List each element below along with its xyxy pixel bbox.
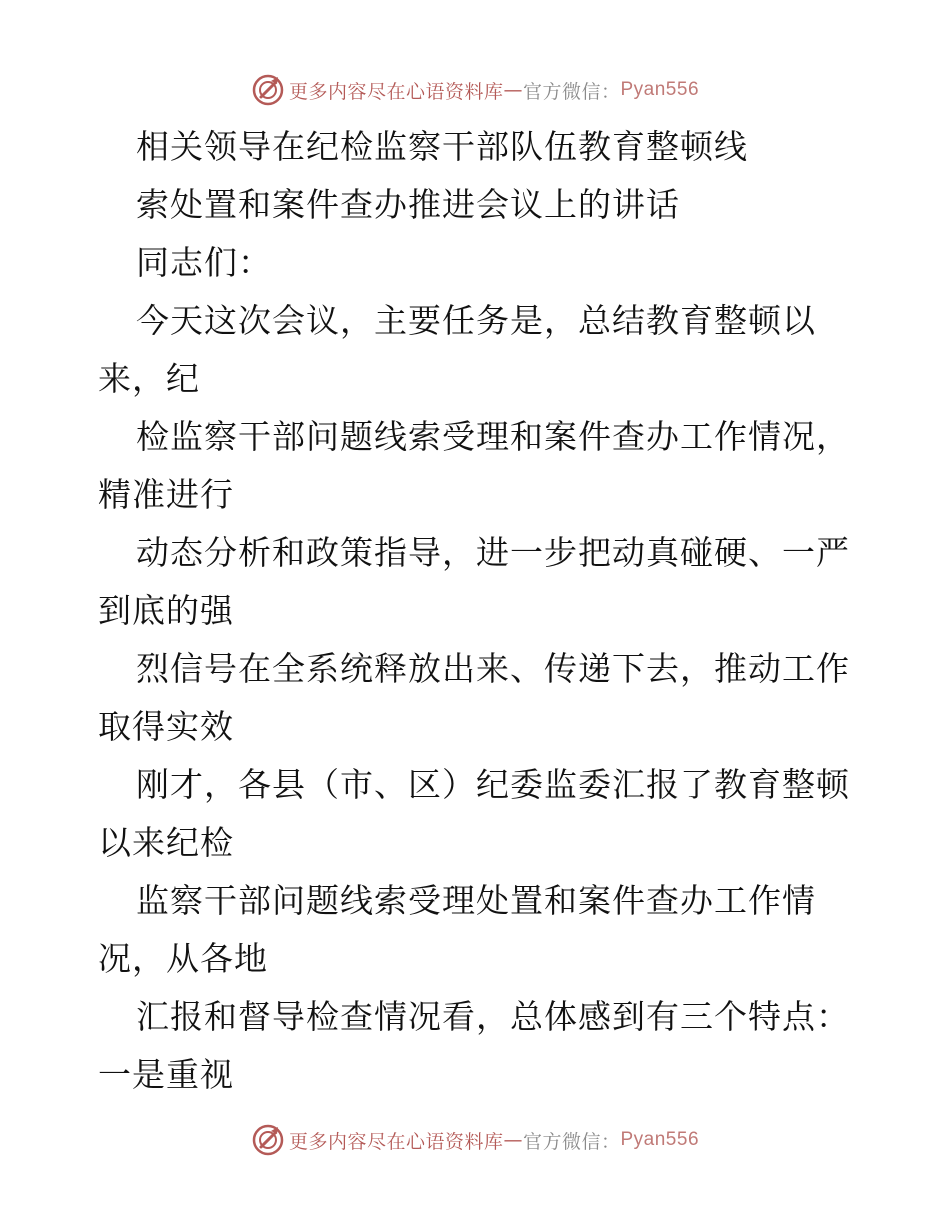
salutation: 同志们： (136, 243, 272, 282)
watermark-wechat-label: 官方微信： (522, 1130, 621, 1153)
watermark-wechat-id: Pyan556 (620, 79, 700, 100)
paragraph-line: 一是重视 (98, 1055, 234, 1094)
title-line-1: 相关领导在纪检监察干部队伍教育整顿线 (136, 127, 748, 166)
paragraph-line: 检监察干部问题线索受理和案件查办工作情况， (136, 417, 850, 456)
watermark-main-text: 更多内容尽在心语资料库 (288, 80, 504, 103)
paragraph-line: 到底的强 (98, 591, 234, 630)
paragraph-line: 监察干部问题线索受理处置和案件查办工作情 (136, 881, 816, 920)
watermark-dash: — (503, 1129, 523, 1151)
seal-logo-icon (251, 73, 285, 107)
watermark-wechat-label: 官方微信： (522, 80, 621, 103)
title-line-2: 索处置和案件查办推进会议上的讲话 (136, 185, 680, 224)
watermark-wechat-id: Pyan556 (620, 1129, 700, 1150)
paragraph-line: 汇报和督导检查情况看，总体感到有三个特点： (136, 997, 850, 1036)
watermark-main-text: 更多内容尽在心语资料库 (288, 1130, 504, 1153)
paragraph-line: 动态分析和政策指导，进一步把动真碰硬、一严 (136, 533, 850, 572)
paragraph-line: 烈信号在全系统释放出来、传递下去，推动工作 (136, 649, 850, 688)
document-body (0, 118, 950, 1104)
paragraph-line: 以来纪检 (98, 823, 234, 862)
paragraph-line: 况，从各地 (98, 939, 268, 978)
header-watermark (0, 70, 950, 110)
paragraph-line: 今天这次会议，主要任务是，总结教育整顿以 (136, 301, 816, 340)
seal-logo-icon (251, 1123, 285, 1157)
paragraph-line: 取得实效 (98, 707, 234, 746)
paragraph-line: 刚才，各县（市、区）纪委监委汇报了教育整顿 (136, 765, 850, 804)
paragraph-line: 精准进行 (98, 475, 234, 514)
paragraph-line: 来，纪 (98, 359, 200, 398)
watermark-dash: — (503, 79, 523, 101)
footer-watermark (0, 1120, 950, 1160)
